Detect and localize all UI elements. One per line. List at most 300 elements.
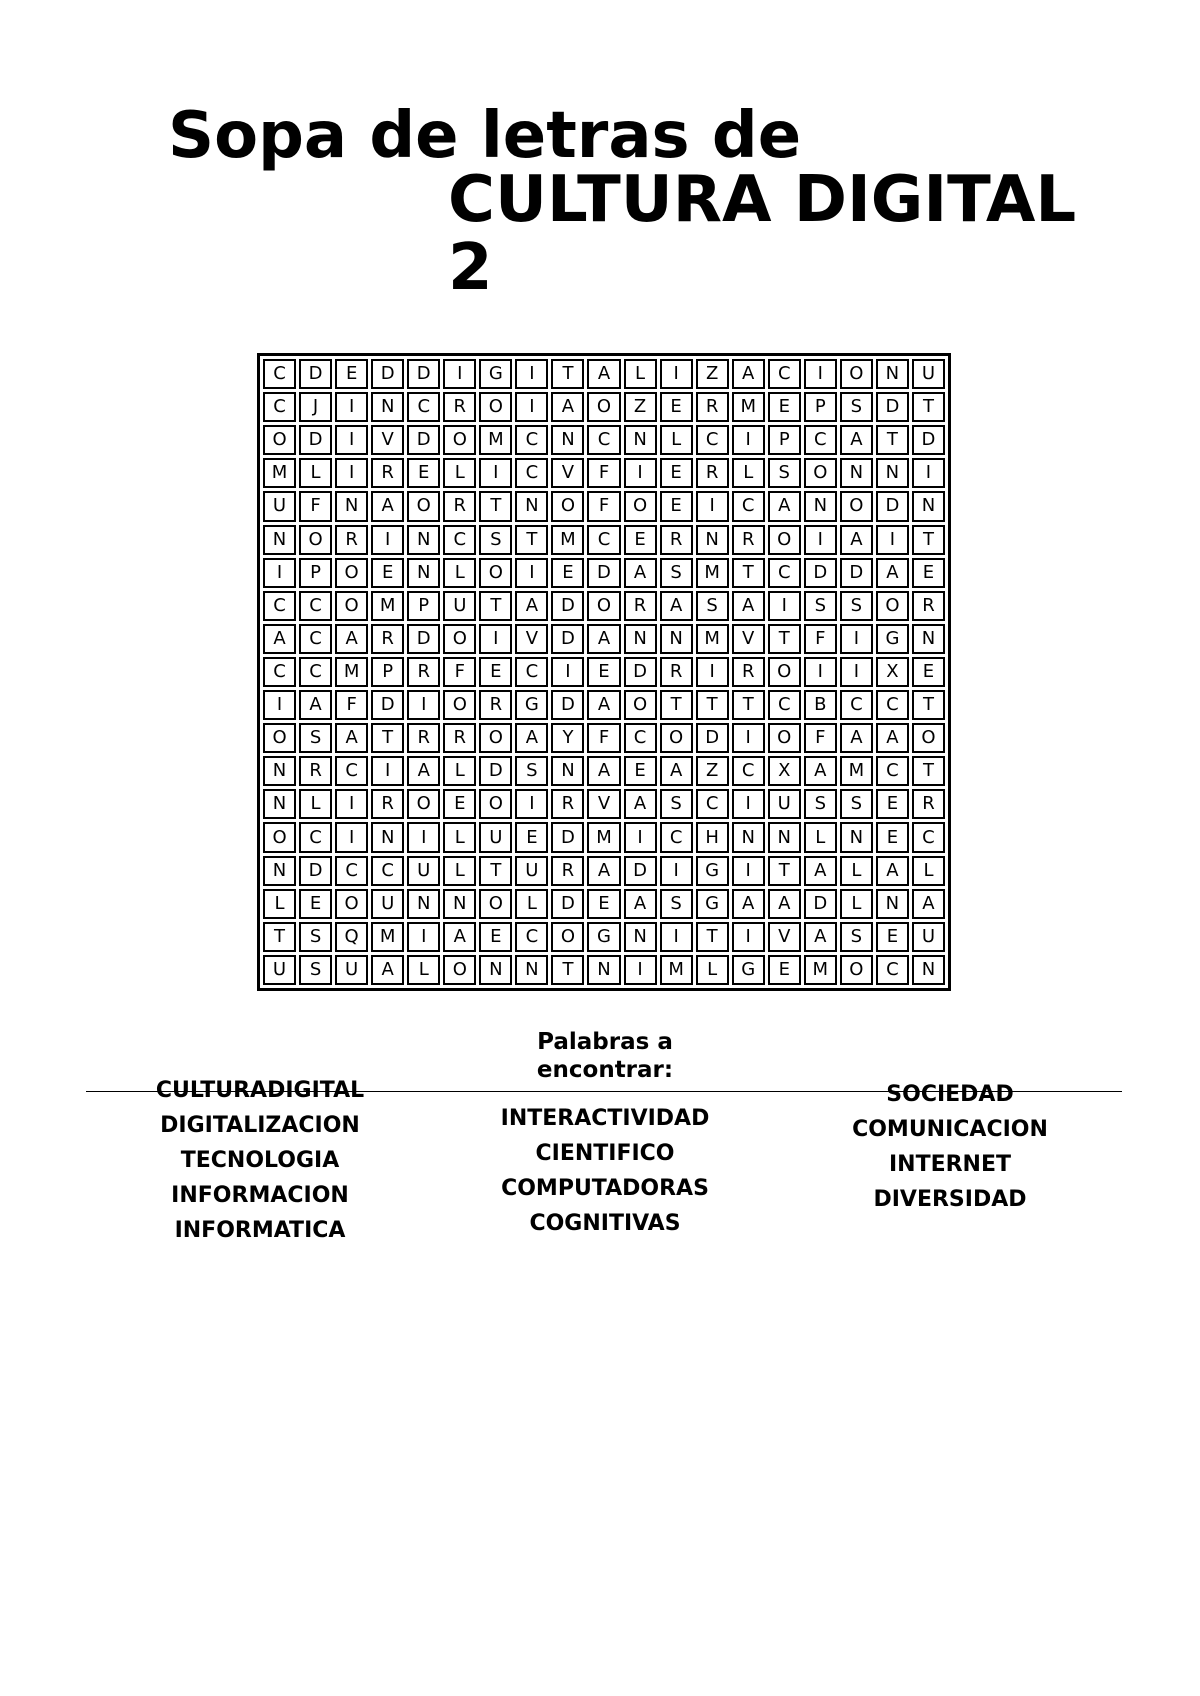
grid-cell: T (696, 922, 729, 952)
grid-cell: O (551, 491, 584, 521)
grid-cell: D (624, 657, 657, 687)
grid-cell: A (371, 491, 404, 521)
grid-cell: P (804, 392, 837, 422)
grid-cell: C (660, 822, 693, 852)
grid-cell: E (876, 922, 909, 952)
grid-cell: D (407, 359, 440, 389)
grid-cell: P (371, 657, 404, 687)
grid-cell: Q (335, 922, 368, 952)
grid-cell: F (587, 723, 620, 753)
grid-cell: G (696, 889, 729, 919)
grid-cell: D (407, 425, 440, 455)
grid-cell: I (263, 558, 296, 588)
grid-cell: A (587, 856, 620, 886)
grid-cell: T (876, 425, 909, 455)
grid-cell: E (876, 822, 909, 852)
grid-cell: E (371, 558, 404, 588)
grid-cell: D (479, 756, 512, 786)
grid-cell: S (660, 789, 693, 819)
grid-cell: N (515, 955, 548, 985)
grid-cell: O (912, 723, 945, 753)
grid-cell: F (299, 491, 332, 521)
grid-cell: O (479, 789, 512, 819)
grid-cell: O (624, 690, 657, 720)
grid-cell: S (479, 525, 512, 555)
grid-cell: A (335, 723, 368, 753)
grid-cell: R (335, 525, 368, 555)
page-title-line-2: CULTURA DIGITAL (448, 163, 1077, 237)
grid-cell: A (876, 558, 909, 588)
grid-cell: U (515, 856, 548, 886)
grid-cell: A (660, 591, 693, 621)
grid-cell: I (840, 624, 873, 654)
grid-cell: Z (624, 392, 657, 422)
grid-cell: E (624, 525, 657, 555)
grid-cell: O (335, 591, 368, 621)
grid-cell: C (263, 392, 296, 422)
grid-cell: O (335, 889, 368, 919)
grid-cell: G (696, 856, 729, 886)
grid-cell: N (876, 359, 909, 389)
grid-cell: D (804, 558, 837, 588)
grid-cell: F (804, 723, 837, 753)
grid-cell: Y (551, 723, 584, 753)
grid-cell: N (876, 889, 909, 919)
grid-cell: E (515, 822, 548, 852)
grid-cell: N (263, 789, 296, 819)
grid-cell: E (335, 359, 368, 389)
grid-cell: G (479, 359, 512, 389)
grid-cell: R (660, 525, 693, 555)
grid-cell: N (263, 525, 296, 555)
grid-cell: M (335, 657, 368, 687)
grid-cell: N (840, 822, 873, 852)
grid-cell: T (912, 690, 945, 720)
grid-cell: V (371, 425, 404, 455)
grid-cell: O (660, 723, 693, 753)
grid-cell: A (660, 756, 693, 786)
grid-cell: I (263, 690, 296, 720)
grid-cell: J (299, 392, 332, 422)
grid-cell: D (587, 558, 620, 588)
grid-cell: X (876, 657, 909, 687)
grid-cell: N (371, 392, 404, 422)
grid-cell: T (732, 690, 765, 720)
grid-cell: L (443, 856, 476, 886)
grid-cell: I (479, 624, 512, 654)
grid-cell: U (768, 789, 801, 819)
grid-cell: A (263, 624, 296, 654)
grid-cell: A (912, 889, 945, 919)
grid-cell: M (696, 624, 729, 654)
grid-cell: I (624, 955, 657, 985)
grid-cell: O (443, 955, 476, 985)
grid-cell: R (624, 591, 657, 621)
grid-cell: A (732, 591, 765, 621)
grid-cell: A (407, 756, 440, 786)
grid-cell: C (732, 756, 765, 786)
grid-cell: M (696, 558, 729, 588)
grid-cell: O (407, 789, 440, 819)
grid-cell: M (263, 458, 296, 488)
grid-cell: I (804, 359, 837, 389)
grid-cell: F (587, 491, 620, 521)
grid-cell: O (335, 558, 368, 588)
grid-cell: O (587, 591, 620, 621)
grid-cell: I (479, 458, 512, 488)
grid-cell: C (299, 822, 332, 852)
grid-cell: A (624, 558, 657, 588)
grid-cell: C (876, 690, 909, 720)
grid-cell: G (587, 922, 620, 952)
grid-cell: C (876, 955, 909, 985)
grid-cell: M (551, 525, 584, 555)
grid-cell: D (876, 491, 909, 521)
grid-cell: B (804, 690, 837, 720)
grid-cell: D (371, 690, 404, 720)
grid-cell: I (768, 591, 801, 621)
grid-cell: T (479, 491, 512, 521)
grid-cell: A (768, 491, 801, 521)
grid-cell: T (912, 392, 945, 422)
grid-cell: E (624, 756, 657, 786)
grid-cell: I (696, 657, 729, 687)
grid-cell: A (551, 392, 584, 422)
grid-cell: A (624, 889, 657, 919)
grid-cell: D (551, 690, 584, 720)
grid-cell: C (515, 657, 548, 687)
grid-cell: R (660, 657, 693, 687)
grid-cell: D (299, 856, 332, 886)
grid-cell: A (732, 359, 765, 389)
grid-cell: T (551, 359, 584, 389)
grid-cell: O (624, 491, 657, 521)
words-to-find-heading: Palabras a encontrar: (536, 1029, 674, 1083)
grid-cell: R (732, 657, 765, 687)
grid-cell: C (515, 425, 548, 455)
grid-cell: I (335, 392, 368, 422)
grid-cell: E (407, 458, 440, 488)
grid-cell: R (479, 690, 512, 720)
grid-cell: I (335, 458, 368, 488)
grid-cell: F (587, 458, 620, 488)
grid-cell: O (263, 822, 296, 852)
grid-cell: I (840, 657, 873, 687)
grid-cell: O (587, 392, 620, 422)
grid-cell: M (479, 425, 512, 455)
grid-cell: M (732, 392, 765, 422)
grid-cell: O (263, 723, 296, 753)
grid-cell: P (299, 558, 332, 588)
grid-cell: I (371, 756, 404, 786)
grid-cell: N (371, 822, 404, 852)
grid-cell: N (407, 889, 440, 919)
grid-cell: C (263, 359, 296, 389)
grid-cell: R (371, 789, 404, 819)
grid-cell: D (407, 624, 440, 654)
grid-cell: S (299, 955, 332, 985)
grid-cell: N (876, 458, 909, 488)
grid-cell: G (515, 690, 548, 720)
grid-cell: C (263, 591, 296, 621)
grid-cell: N (407, 525, 440, 555)
grid-cell: L (804, 822, 837, 852)
word-list-column-1: CULTURADIGITAL DIGITALIZACION TECNOLOGIA INFORMACION INFORMATICA (155, 1078, 365, 1243)
grid-cell: L (443, 756, 476, 786)
grid-cell: G (876, 624, 909, 654)
grid-cell: L (515, 889, 548, 919)
grid-cell: A (587, 756, 620, 786)
grid-cell: N (587, 955, 620, 985)
grid-cell: D (551, 624, 584, 654)
grid-cell: T (263, 922, 296, 952)
grid-cell: C (768, 558, 801, 588)
grid-cell: L (840, 856, 873, 886)
grid-cell: D (696, 723, 729, 753)
grid-cell: Z (696, 359, 729, 389)
grid-cell: C (768, 690, 801, 720)
grid-cell: I (696, 491, 729, 521)
grid-cell: D (551, 591, 584, 621)
grid-cell: O (840, 955, 873, 985)
grid-cell: I (804, 657, 837, 687)
grid-cell: E (660, 392, 693, 422)
grid-cell: N (263, 856, 296, 886)
grid-cell: M (587, 822, 620, 852)
grid-cell: O (443, 690, 476, 720)
grid-cell: C (335, 856, 368, 886)
grid-cell: Z (696, 756, 729, 786)
grid-cell: I (335, 789, 368, 819)
grid-cell: N (660, 624, 693, 654)
grid-cell: I (804, 525, 837, 555)
grid-cell: T (479, 591, 512, 621)
grid-cell: C (515, 922, 548, 952)
grid-cell: A (804, 856, 837, 886)
grid-cell: U (407, 856, 440, 886)
grid-cell: C (371, 856, 404, 886)
grid-cell: P (407, 591, 440, 621)
grid-cell: U (443, 591, 476, 621)
grid-cell: N (263, 756, 296, 786)
grid-cell: N (479, 955, 512, 985)
grid-cell: R (371, 458, 404, 488)
grid-cell: C (732, 491, 765, 521)
grid-cell: D (912, 425, 945, 455)
grid-cell: C (587, 425, 620, 455)
grid-cell: I (371, 525, 404, 555)
grid-cell: E (299, 889, 332, 919)
grid-cell: I (551, 657, 584, 687)
page-title-line-3: 2 (448, 231, 493, 305)
grid-cell: O (840, 359, 873, 389)
grid-cell: O (479, 392, 512, 422)
grid-cell: S (768, 458, 801, 488)
grid-cell: O (551, 922, 584, 952)
grid-cell: E (876, 789, 909, 819)
grid-cell: C (299, 624, 332, 654)
grid-cell: I (407, 922, 440, 952)
grid-cell: L (624, 359, 657, 389)
grid-cell: A (443, 922, 476, 952)
grid-cell: R (551, 789, 584, 819)
grid-cell: I (732, 922, 765, 952)
grid-cell: N (912, 624, 945, 654)
grid-cell: N (696, 525, 729, 555)
grid-cell: M (371, 922, 404, 952)
grid-cell: C (587, 525, 620, 555)
grid-cell: U (912, 359, 945, 389)
grid-cell: T (912, 756, 945, 786)
grid-cell: D (804, 889, 837, 919)
grid-cell: N (768, 822, 801, 852)
grid-cell: L (732, 458, 765, 488)
grid-cell: N (551, 425, 584, 455)
grid-cell: O (443, 624, 476, 654)
grid-cell: A (299, 690, 332, 720)
grid-cell: I (407, 690, 440, 720)
grid-cell: L (263, 889, 296, 919)
grid-cell: V (515, 624, 548, 654)
grid-cell: C (515, 458, 548, 488)
grid-cell: O (804, 458, 837, 488)
grid-cell: T (479, 856, 512, 886)
grid-cell: E (912, 558, 945, 588)
grid-cell: F (443, 657, 476, 687)
grid-cell: H (696, 822, 729, 852)
grid-cell: A (732, 889, 765, 919)
grid-cell: O (299, 525, 332, 555)
grid-cell: M (840, 756, 873, 786)
grid-cell: T (515, 525, 548, 555)
grid-cell: E (479, 922, 512, 952)
grid-cell: I (660, 359, 693, 389)
grid-cell: E (660, 491, 693, 521)
grid-cell: U (263, 955, 296, 985)
grid-cell: N (624, 425, 657, 455)
grid-cell: T (551, 955, 584, 985)
grid-cell: E (443, 789, 476, 819)
grid-cell: R (912, 591, 945, 621)
grid-cell: I (732, 856, 765, 886)
grid-cell: L (299, 789, 332, 819)
grid-cell: I (515, 392, 548, 422)
grid-cell: U (263, 491, 296, 521)
grid-cell: V (768, 922, 801, 952)
grid-cell: T (696, 690, 729, 720)
grid-cell: A (624, 789, 657, 819)
grid-cell: L (443, 558, 476, 588)
grid-cell: O (840, 491, 873, 521)
grid-cell: C (804, 425, 837, 455)
grid-cell: L (407, 955, 440, 985)
grid-cell: I (732, 425, 765, 455)
grid-cell: E (912, 657, 945, 687)
grid-cell: L (443, 822, 476, 852)
grid-cell: R (299, 756, 332, 786)
grid-cell: A (840, 425, 873, 455)
grid-cell: S (840, 392, 873, 422)
grid-cell: I (732, 723, 765, 753)
grid-cell: O (768, 657, 801, 687)
grid-cell: D (299, 359, 332, 389)
grid-cell: S (515, 756, 548, 786)
grid-cell: R (443, 491, 476, 521)
grid-cell: I (732, 789, 765, 819)
grid-cell: I (624, 822, 657, 852)
word-search-grid (257, 353, 951, 991)
grid-cell: C (263, 657, 296, 687)
grid-cell: N (335, 491, 368, 521)
grid-cell: E (587, 889, 620, 919)
grid-cell: N (840, 458, 873, 488)
grid-cell: A (840, 525, 873, 555)
grid-cell: R (696, 392, 729, 422)
grid-cell: E (768, 955, 801, 985)
grid-cell: E (660, 458, 693, 488)
grid-cell: T (768, 624, 801, 654)
grid-cell: N (732, 822, 765, 852)
grid-cell: S (660, 558, 693, 588)
grid-cell: C (876, 756, 909, 786)
grid-cell: N (804, 491, 837, 521)
grid-cell: T (732, 558, 765, 588)
grid-cell: C (299, 591, 332, 621)
grid-cell: C (696, 789, 729, 819)
grid-cell: E (768, 392, 801, 422)
grid-cell: L (299, 458, 332, 488)
grid-cell: O (768, 525, 801, 555)
grid-cell: M (371, 591, 404, 621)
grid-cell: D (551, 822, 584, 852)
word-list-column-2: INTERACTIVIDAD CIENTIFICO COMPUTADORAS COGNITIVAS (500, 1106, 710, 1236)
grid-cell: R (443, 392, 476, 422)
grid-cell: M (660, 955, 693, 985)
grid-cell: I (515, 558, 548, 588)
grid-cell: E (551, 558, 584, 588)
grid-cell: O (479, 889, 512, 919)
grid-cell: D (299, 425, 332, 455)
grid-cell: R (407, 657, 440, 687)
grid-cell: C (840, 690, 873, 720)
grid-cell: I (407, 822, 440, 852)
grid-cell: S (696, 591, 729, 621)
grid-cell: N (912, 955, 945, 985)
grid-cell: I (515, 359, 548, 389)
grid-cell: C (407, 392, 440, 422)
grid-cell: C (299, 657, 332, 687)
grid-cell: R (407, 723, 440, 753)
grid-cell: O (443, 425, 476, 455)
grid-cell: I (335, 822, 368, 852)
grid-cell: N (912, 491, 945, 521)
grid-cell: I (660, 922, 693, 952)
grid-cell: L (660, 425, 693, 455)
grid-cell: C (335, 756, 368, 786)
grid-cell: U (479, 822, 512, 852)
grid-cell: V (551, 458, 584, 488)
grid-cell: A (515, 591, 548, 621)
grid-cell: A (804, 922, 837, 952)
grid-cell: C (768, 359, 801, 389)
grid-cell: C (696, 425, 729, 455)
grid-cell: A (876, 856, 909, 886)
grid-cell: N (624, 922, 657, 952)
grid-cell: V (732, 624, 765, 654)
grid-cell: A (335, 624, 368, 654)
grid-cell: S (804, 591, 837, 621)
grid-cell: N (624, 624, 657, 654)
